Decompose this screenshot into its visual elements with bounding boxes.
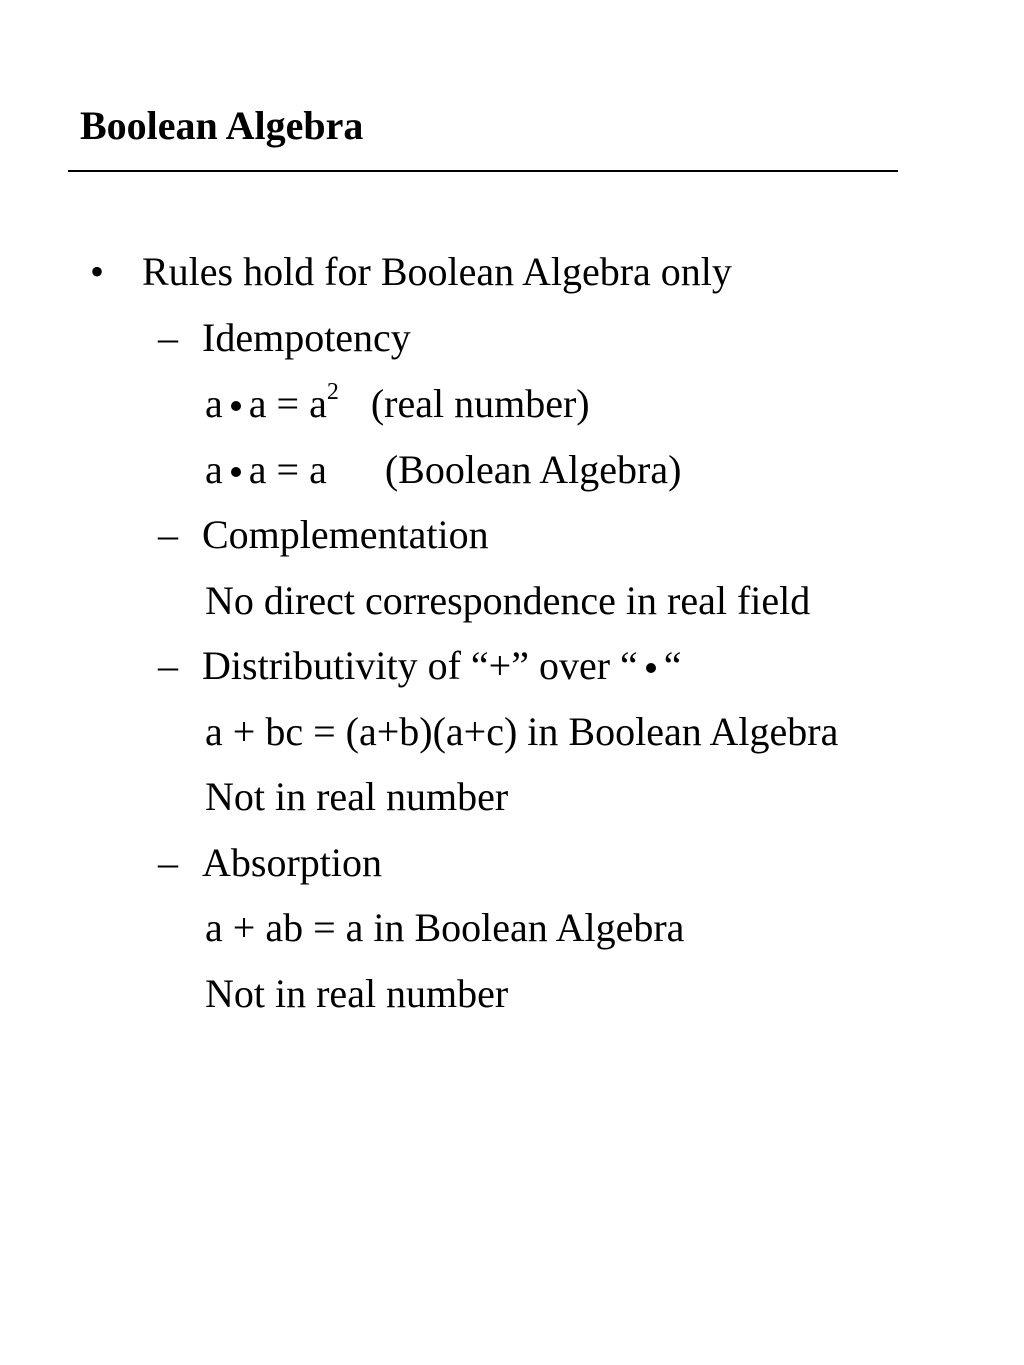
absorption-heading: Absorption — [202, 840, 382, 885]
product-dot-icon — [231, 467, 241, 477]
dash-marker-idempotency: – — [158, 315, 178, 360]
distributivity-heading-prefix: Distributivity of “+” over “ — [202, 643, 638, 688]
absorption-line-2: Not in real number — [205, 971, 509, 1016]
idempotency-real-left: a — [205, 381, 223, 426]
distributivity-heading — [202, 642, 682, 690]
dash-marker-complementation: – — [158, 512, 178, 557]
absorption-line-1: a + ab = a in Boolean Algebra — [205, 905, 685, 950]
dash-marker-absorption: – — [158, 840, 178, 885]
idempotency-boolean-equation — [205, 446, 681, 494]
distributivity-heading-suffix: “ — [663, 643, 682, 688]
idempotency-bool-right: a = a — [248, 447, 327, 492]
dash-marker-distributivity: – — [158, 643, 178, 688]
main-bullet-text: Rules hold for Boolean Algebra only — [142, 249, 732, 294]
product-dot-icon — [646, 663, 656, 673]
bullet-marker: • — [90, 249, 105, 294]
idempotency-real-exponent: 2 — [326, 378, 339, 405]
idempotency-bool-note: (Boolean Algebra) — [384, 447, 682, 492]
idempotency-real-note: (real number) — [370, 381, 590, 426]
slide-title: Boolean Algebra — [80, 103, 364, 148]
complementation-heading: Complementation — [202, 512, 489, 557]
distributivity-line-2: Not in real number — [205, 774, 509, 819]
title-divider — [68, 170, 898, 172]
distributivity-line-1: a + bc = (a+b)(a+c) in Boolean Algebra — [205, 709, 839, 754]
product-dot-icon — [231, 401, 241, 411]
idempotency-real-right: a = a — [248, 381, 327, 426]
idempotency-heading: Idempotency — [202, 315, 411, 360]
complementation-line-1: No direct correspondence in real field — [205, 578, 811, 623]
idempotency-bool-left: a — [205, 447, 223, 492]
idempotency-real-equation — [205, 380, 590, 428]
